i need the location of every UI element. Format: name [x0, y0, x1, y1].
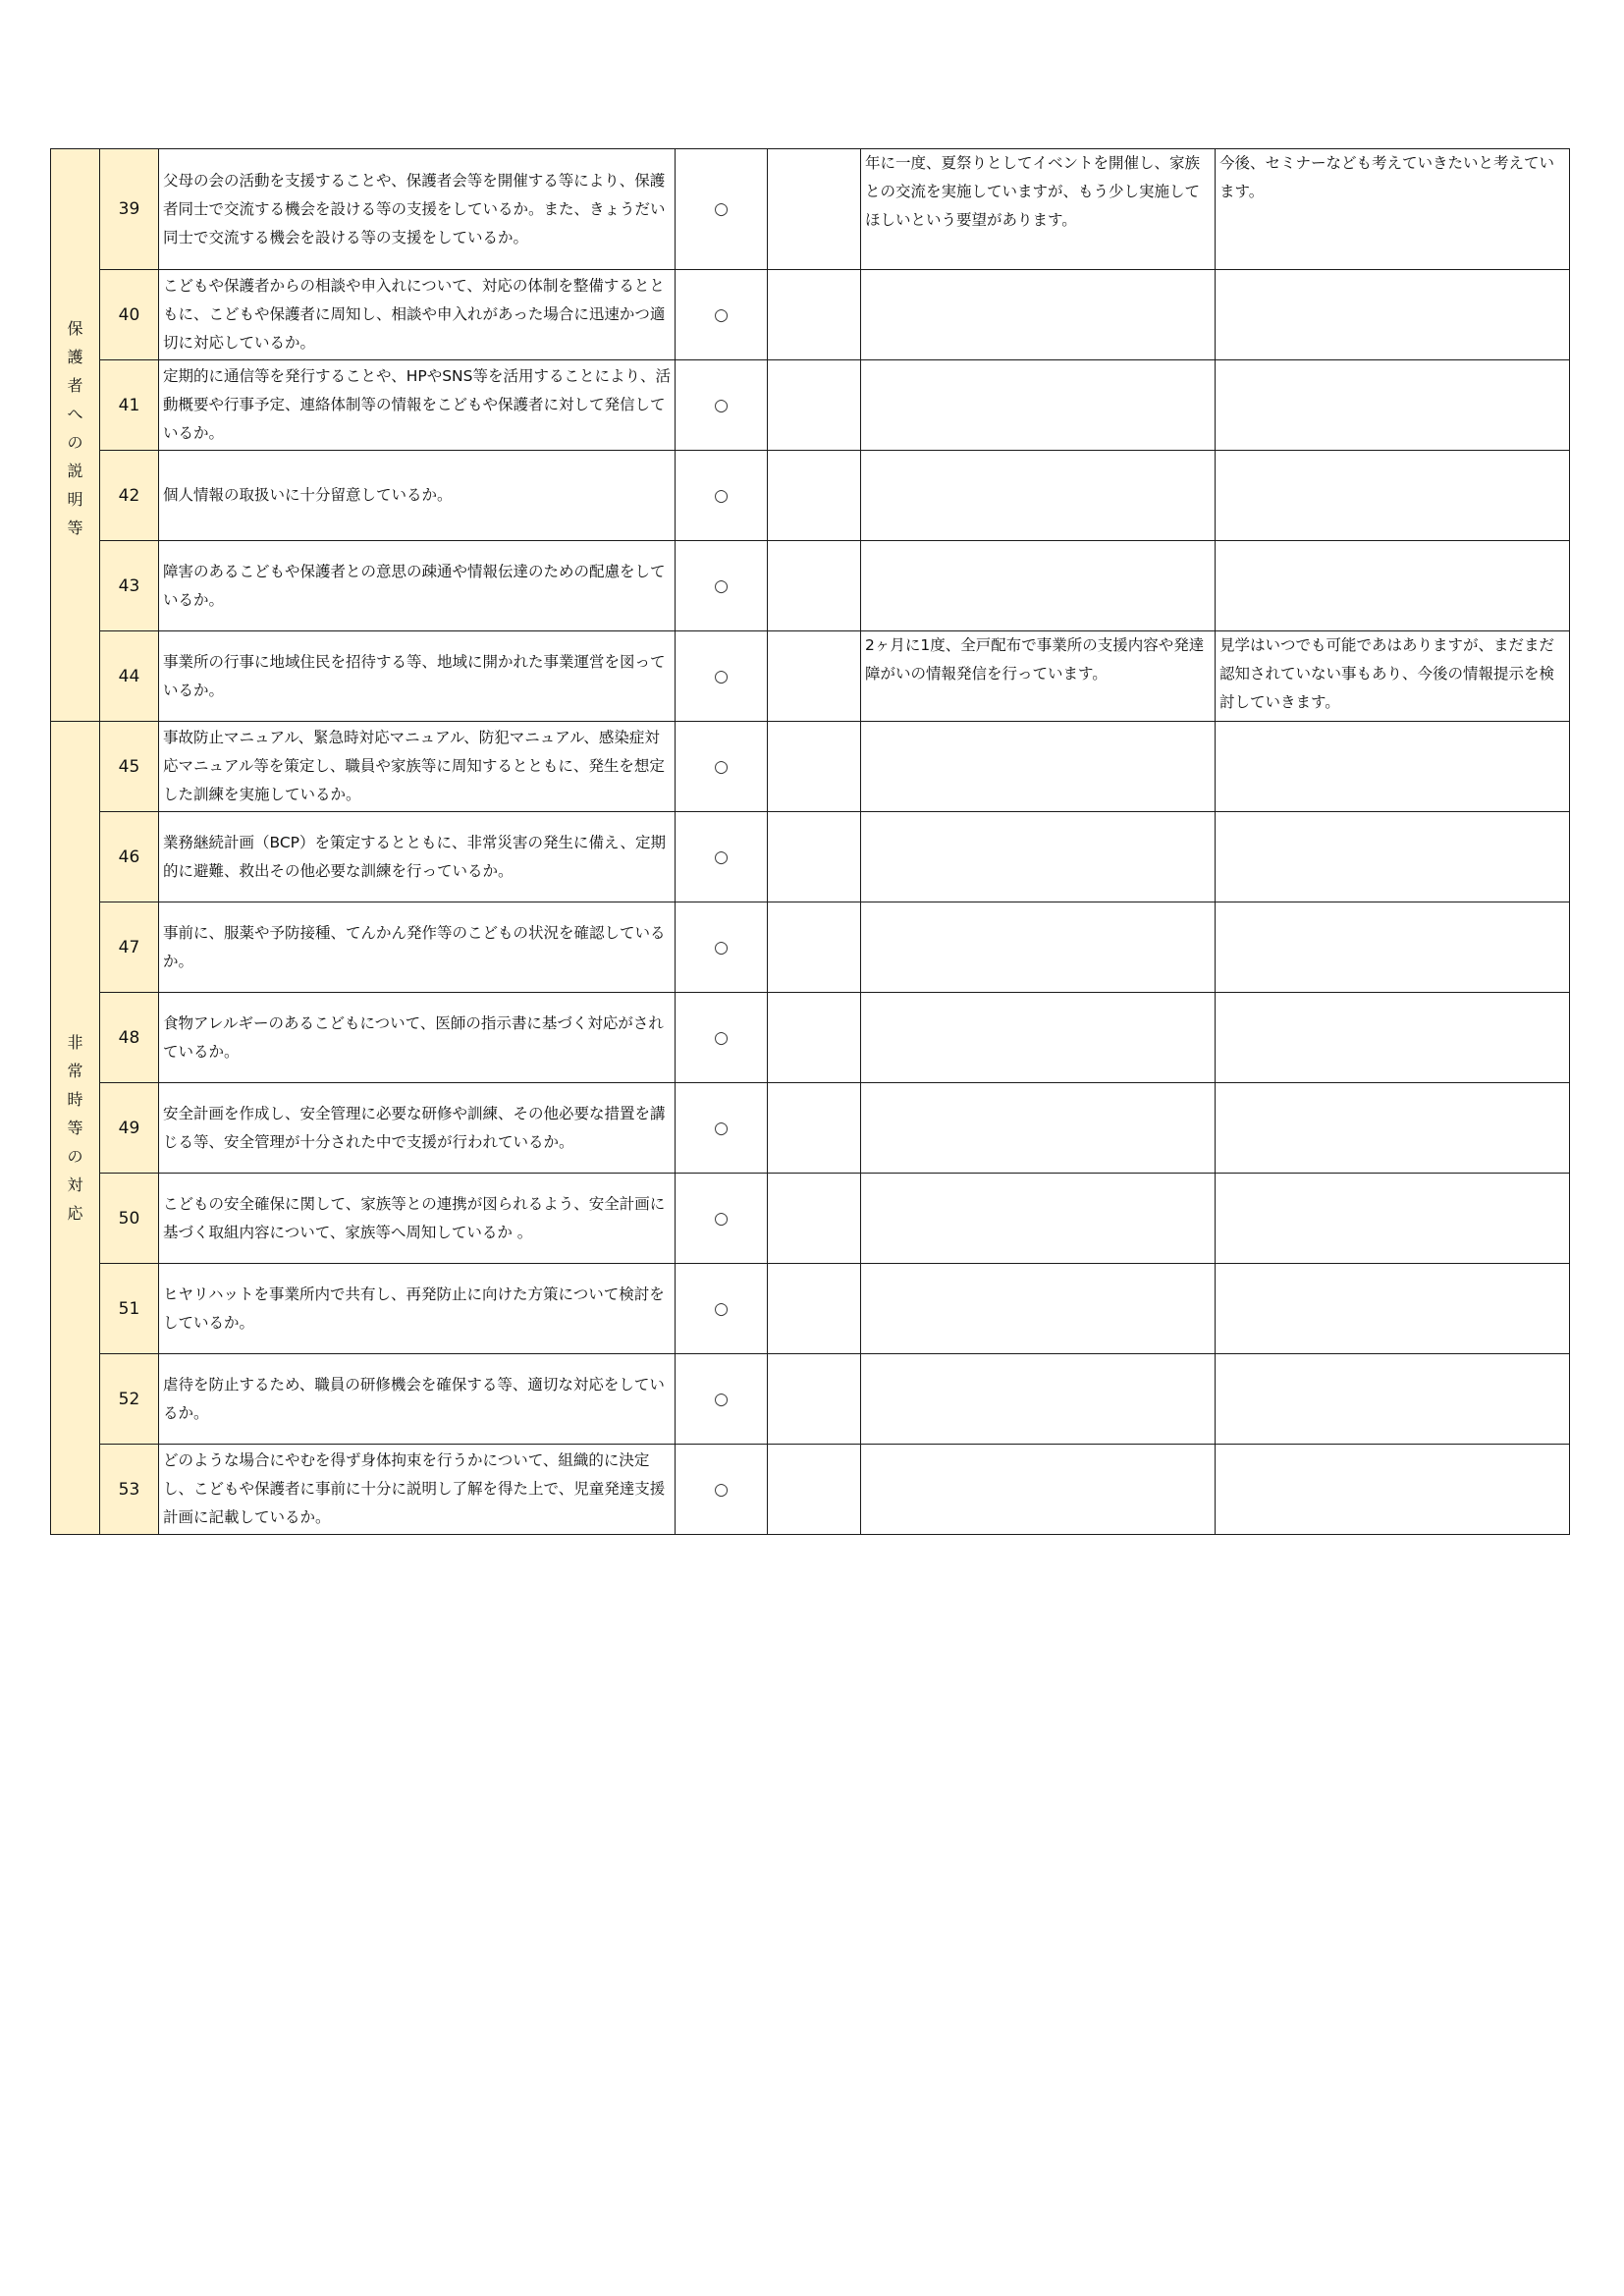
question-text: 安全計画を作成し、安全管理に必要な研修や訓練、その他必要な措置を講じる等、安全管理が十分された中で支援が行われているか。 [159, 1083, 676, 1174]
answer-blank [768, 1083, 861, 1174]
improvement-cell [1216, 993, 1570, 1083]
question-text: 虐待を防止するため、職員の研修機会を確保する等、適切な対応をしているか。 [159, 1354, 676, 1445]
answer-mark: ○ [676, 1354, 768, 1445]
row-number: 53 [100, 1445, 159, 1535]
table-row [51, 360, 1570, 451]
improvement-cell [1216, 270, 1570, 360]
answer-mark: ○ [676, 1083, 768, 1174]
answer-mark: ○ [676, 270, 768, 360]
section-cell-explanation [51, 149, 100, 722]
note-cell [861, 1445, 1216, 1535]
section-label: 保 護 者 へ の 説 明 等 [67, 319, 83, 537]
section-label: 非 常 時 等 の 対 応 [67, 1033, 83, 1223]
answer-mark: ○ [676, 722, 768, 812]
question-text: こどもや保護者からの相談や申入れについて、対応の体制を整備するとともに、こどもや保護者に周知し、相談や申入れがあった場合に迅速かつ適切に対応しているか。 [159, 270, 676, 360]
question-text: 定期的に通信等を発行することや、HPやSNS等を活用することにより、活動概要や行事予定、連絡体制等の情報をこどもや保護者に対して発信しているか。 [159, 360, 676, 451]
improvement-cell [1216, 1083, 1570, 1174]
note-cell [861, 1354, 1216, 1445]
table-row [51, 1083, 1570, 1174]
answer-mark: ○ [676, 812, 768, 902]
answer-blank [768, 360, 861, 451]
answer-mark: ○ [676, 541, 768, 631]
row-number: 43 [100, 541, 159, 631]
row-number: 44 [100, 631, 159, 722]
table-row [51, 631, 1570, 722]
answer-mark: ○ [676, 149, 768, 270]
question-text: 個人情報の取扱いに十分留意しているか。 [159, 451, 676, 541]
note-cell [861, 902, 1216, 993]
question-text: こどもの安全確保に関して、家族等との連携が図られるよう、安全計画に基づく取組内容について、家族等へ周知しているか 。 [159, 1174, 676, 1264]
answer-mark: ○ [676, 1174, 768, 1264]
table-row [51, 541, 1570, 631]
note-cell [861, 270, 1216, 360]
question-text: 事業所の行事に地域住民を招待する等、地域に開かれた事業運営を図っているか。 [159, 631, 676, 722]
improvement-cell: 今後、セミナーなども考えていきたいと考えています。 [1216, 149, 1570, 270]
answer-mark: ○ [676, 360, 768, 451]
table-row [51, 902, 1570, 993]
table-row [51, 1445, 1570, 1535]
question-text: 業務継続計画（BCP）を策定するとともに、非常災害の発生に備え、定期的に避難、救出その他必要な訓練を行っているか。 [159, 812, 676, 902]
improvement-cell [1216, 902, 1570, 993]
question-text: ヒヤリハットを事業所内で共有し、再発防止に向けた方策について検討をしているか。 [159, 1264, 676, 1354]
question-text: 父母の会の活動を支援することや、保護者会等を開催する等により、保護者同士で交流する機会を設ける等の支援をしているか。また、きょうだい同士で交流する機会を設ける等の支援をしているか。 [159, 149, 676, 270]
row-number: 46 [100, 812, 159, 902]
improvement-cell [1216, 541, 1570, 631]
table-row [51, 451, 1570, 541]
answer-mark: ○ [676, 451, 768, 541]
answer-mark: ○ [676, 993, 768, 1083]
answer-blank [768, 149, 861, 270]
row-number: 50 [100, 1174, 159, 1264]
improvement-cell [1216, 812, 1570, 902]
improvement-cell [1216, 451, 1570, 541]
answer-blank [768, 451, 861, 541]
improvement-cell [1216, 1264, 1570, 1354]
answer-blank [768, 1264, 861, 1354]
improvement-cell [1216, 1354, 1570, 1445]
improvement-cell [1216, 722, 1570, 812]
row-number: 52 [100, 1354, 159, 1445]
note-cell [861, 722, 1216, 812]
table-row [51, 149, 1570, 270]
note-cell [861, 360, 1216, 451]
table-row [51, 270, 1570, 360]
answer-mark: ○ [676, 1445, 768, 1535]
answer-mark: ○ [676, 1264, 768, 1354]
row-number: 45 [100, 722, 159, 812]
question-text: 事前に、服薬や予防接種、てんかん発作等のこどもの状況を確認しているか。 [159, 902, 676, 993]
note-cell [861, 993, 1216, 1083]
row-number: 42 [100, 451, 159, 541]
evaluation-table [50, 148, 1570, 1535]
row-number: 47 [100, 902, 159, 993]
note-cell [861, 541, 1216, 631]
answer-blank [768, 631, 861, 722]
row-number: 48 [100, 993, 159, 1083]
answer-mark: ○ [676, 631, 768, 722]
answer-mark: ○ [676, 902, 768, 993]
improvement-cell [1216, 1174, 1570, 1264]
answer-blank [768, 902, 861, 993]
note-cell [861, 1083, 1216, 1174]
answer-blank [768, 270, 861, 360]
improvement-cell [1216, 1445, 1570, 1535]
question-text: 障害のあるこどもや保護者との意思の疎通や情報伝達のための配慮をしているか。 [159, 541, 676, 631]
table-body [51, 149, 1570, 1535]
note-cell: 年に一度、夏祭りとしてイベントを開催し、家族との交流を実施していますが、もう少し実施してほしいという要望があります。 [861, 149, 1216, 270]
table-row [51, 1174, 1570, 1264]
table-row [51, 1354, 1570, 1445]
question-text: 事故防止マニュアル、緊急時対応マニュアル、防犯マニュアル、感染症対応マニュアル等を策定し、職員や家族等に周知するとともに、発生を想定した訓練を実施しているか。 [159, 722, 676, 812]
row-number: 39 [100, 149, 159, 270]
answer-blank [768, 1445, 861, 1535]
section-cell-emergency [51, 722, 100, 1535]
answer-blank [768, 722, 861, 812]
note-cell [861, 451, 1216, 541]
note-cell [861, 1174, 1216, 1264]
question-text: どのような場合にやむを得ず身体拘束を行うかについて、組織的に決定し、こどもや保護者に事前に十分に説明し了解を得た上で、児童発達支援計画に記載しているか。 [159, 1445, 676, 1535]
answer-blank [768, 812, 861, 902]
row-number: 40 [100, 270, 159, 360]
answer-blank [768, 1174, 861, 1264]
note-cell [861, 1264, 1216, 1354]
table-row [51, 812, 1570, 902]
improvement-cell: 見学はいつでも可能であはありますが、まだまだ認知されていない事もあり、今後の情報提示を検討していきます。 [1216, 631, 1570, 722]
row-number: 41 [100, 360, 159, 451]
table-row [51, 993, 1570, 1083]
row-number: 49 [100, 1083, 159, 1174]
table-row [51, 1264, 1570, 1354]
table-row [51, 722, 1570, 812]
note-cell [861, 812, 1216, 902]
answer-blank [768, 541, 861, 631]
answer-blank [768, 993, 861, 1083]
question-text: 食物アレルギーのあるこどもについて、医師の指示書に基づく対応がされているか。 [159, 993, 676, 1083]
improvement-cell [1216, 360, 1570, 451]
row-number: 51 [100, 1264, 159, 1354]
answer-blank [768, 1354, 861, 1445]
note-cell: 2ヶ月に1度、全戸配布で事業所の支援内容や発達障がいの情報発信を行っています。 [861, 631, 1216, 722]
